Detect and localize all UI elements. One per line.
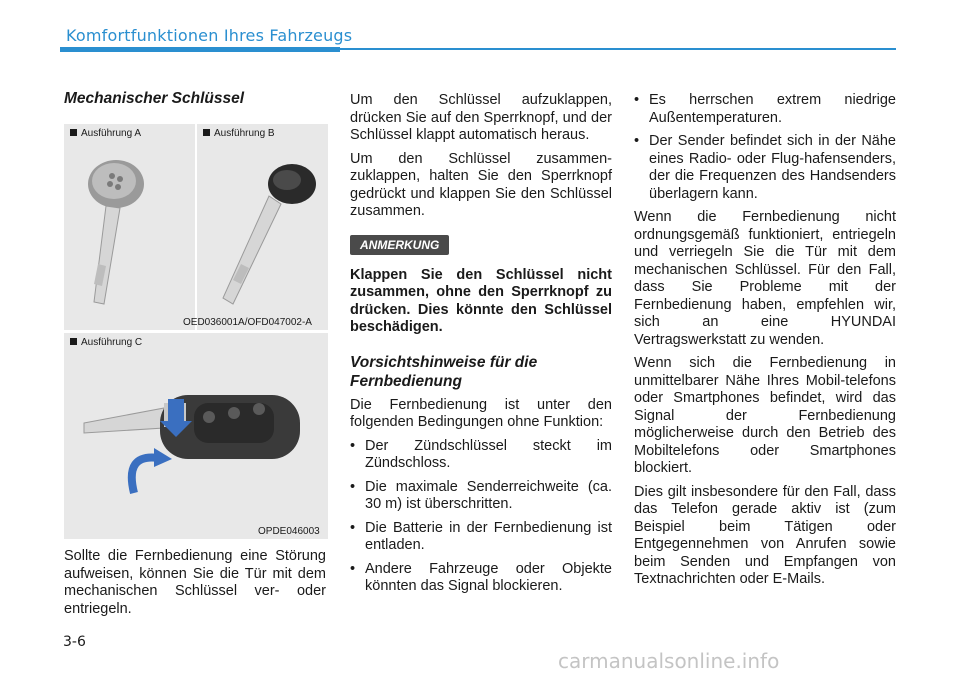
watermark: carmanualsonline.info	[558, 649, 780, 673]
column-1	[64, 90, 326, 108]
column-2	[350, 92, 612, 602]
list-item: • Der Zündschlüssel steckt im Zündschloss.	[350, 438, 612, 473]
conditions-list-continued	[634, 92, 896, 203]
square-bullet-icon	[70, 129, 77, 136]
column-3	[634, 92, 896, 595]
key-c-illustration	[64, 333, 328, 539]
col3-paragraph-3: Dies gilt insbesondere für den Fall, dass das Telefon gerade aktiv ist (zum Beispiel beim Tätigen oder Entgegennehmen von Anrufen sowie beim Senden und Empfangen von Textnachrichten oder E-Mails.	[634, 483, 896, 587]
col3-paragraph-1: Wenn die Fernbedienung nicht ordnungsgemäß funktioniert, entriegeln und verriegeln Sie die Tür mit dem mechanischen Schlüssel. Für den Fall, dass Sie Probleme mit der Fernbedienung haben, empfehlen wir, sich an eine HYUNDAI Vertragswerkstatt zu wenden.	[634, 209, 896, 348]
label-version-b-text: Ausführung B	[214, 128, 275, 139]
square-bullet-icon	[70, 338, 77, 345]
col2-paragraph-2: Um den Schlüssel zusammen-zuklappen, halten Sie den Sperrknopf gedrückt und klappen Sie den Schlüssel zusammen.	[350, 150, 612, 219]
note-badge: ANMERKUNG	[350, 235, 449, 255]
col3-paragraph-2: Wenn sich die Fernbedienung in unmittelbarer Nähe Ihres Mobil-telefons oder Smartphones befindet, wird das Signal der Fernbedienung möglicherweise durch den Betrieb des Mobiltelefons oder Smartphones blockiert.	[634, 355, 896, 476]
figure-key-a	[64, 124, 195, 330]
note-text: Klappen Sie den Schlüssel nicht zusammen, ohne den Sperrknopf zu drücken. Dies könnte den Schlüssel beschädigen.	[350, 266, 612, 335]
list-item: • Die Batterie in der Fernbedienung ist entladen.	[350, 520, 612, 555]
label-version-c	[70, 337, 142, 348]
col1-paragraph: Sollte die Fernbedienung eine Störung aufweisen, können Sie die Tür mit dem mechanischen Schlüssel ver- oder entriegeln.	[64, 548, 326, 617]
header-accent-bar	[60, 47, 340, 52]
label-version-a	[70, 128, 141, 139]
header-rule	[340, 48, 896, 50]
header-title: Komfortfunktionen Ihres Fahrzeugs	[66, 26, 353, 45]
section-title-remote-precautions: Vorsichtshinweise für die Fernbedienung	[350, 353, 538, 390]
label-version-b	[203, 128, 275, 139]
figure-key-c	[64, 333, 328, 539]
key-b-illustration	[197, 124, 328, 330]
key-a-illustration	[64, 124, 195, 330]
label-version-c-text: Ausführung C	[81, 337, 143, 348]
conditions-list	[350, 438, 612, 596]
page-number: 3-6	[63, 634, 86, 650]
list-item: • Die maximale Senderreichweite (ca. 30 m) ist überschritten.	[350, 479, 612, 514]
figure-code-bottom: OPDE046003	[258, 526, 320, 537]
list-item: • Der Sender befindet sich in der Nähe eines Radio- oder Flug-hafensenders, der die Frequenzen des Handsenders überlagern kann.	[634, 133, 896, 203]
figure-key-b	[197, 124, 328, 330]
label-version-a-text: Ausführung A	[81, 128, 142, 139]
col2-paragraph-1: Um den Schlüssel aufzuklappen, drücken Sie auf den Sperrknopf, und der Schlüssel klappt automatisch heraus.	[350, 92, 612, 143]
list-item: • Es herrschen extrem niedrige Außentemperaturen.	[634, 92, 896, 127]
col2-paragraph-3: Die Fernbedienung ist unter den folgenden Bedingungen ohne Funktion:	[350, 396, 612, 430]
square-bullet-icon	[203, 129, 210, 136]
list-item: • Andere Fahrzeuge oder Objekte könnten das Signal blockieren.	[350, 561, 612, 596]
figure-code-top: OED036001A/OFD047002-A	[183, 317, 312, 328]
section-title-mechanical-key: Mechanischer Schlüssel	[64, 90, 245, 107]
